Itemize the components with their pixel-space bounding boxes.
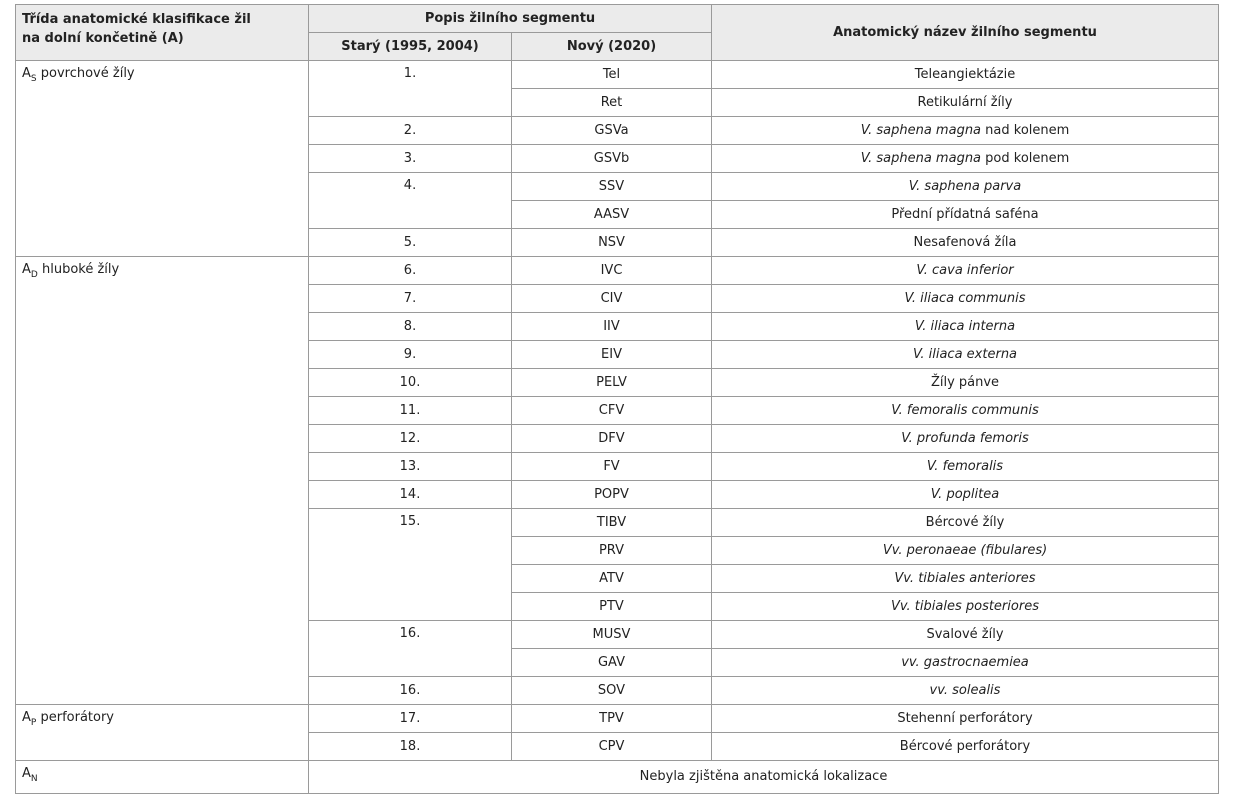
new-code-cell: TIBV [512, 509, 712, 537]
old-code-cell: 15. [309, 509, 512, 621]
segment-name-cell: Vv. tibiales posteriores [712, 593, 1219, 621]
class-cell-superficial: $A_S$ povrchové žíly [16, 61, 309, 257]
new-code-cell: SSV [512, 173, 712, 201]
old-code-cell: 12. [309, 425, 512, 453]
new-code-cell: GSVb [512, 145, 712, 173]
table-row [16, 705, 1219, 733]
segment-name-cell: Bércové žíly [712, 509, 1219, 537]
new-code-cell: Ret [512, 89, 712, 117]
old-code-cell: 10. [309, 369, 512, 397]
header-class-column [16, 5, 309, 61]
segment-name-cell: V. saphena magna pod kolenem [712, 145, 1219, 173]
segment-name-cell: Žíly pánve [712, 369, 1219, 397]
new-code-cell: IVC [512, 257, 712, 285]
old-code-cell: 2. [309, 117, 512, 145]
new-code-cell: PTV [512, 593, 712, 621]
new-code-cell: AASV [512, 201, 712, 229]
old-code-cell: 9. [309, 341, 512, 369]
table-row [16, 61, 1219, 89]
old-code-cell: 1. [309, 61, 512, 117]
old-code-cell: 14. [309, 481, 512, 509]
new-code-cell: PELV [512, 369, 712, 397]
new-code-cell: NSV [512, 229, 712, 257]
segment-name-cell: Vv. tibiales anteriores [712, 565, 1219, 593]
segment-name-cell: V. saphena magna nad kolenem [712, 117, 1219, 145]
venous-classification-table [15, 4, 1219, 794]
new-code-cell: EIV [512, 341, 712, 369]
segment-name-cell: V. iliaca communis [712, 285, 1219, 313]
old-code-cell: 11. [309, 397, 512, 425]
header-class-line2: na dolní končetině (A) [22, 31, 184, 46]
segment-name-cell: Bércové perforátory [712, 733, 1219, 761]
segment-name-cell: V. iliaca interna [712, 313, 1219, 341]
new-code-cell: CFV [512, 397, 712, 425]
new-code-cell: ATV [512, 565, 712, 593]
new-code-cell: Tel [512, 61, 712, 89]
segment-name-cell: Stehenní perforátory [712, 705, 1219, 733]
new-code-cell: POPV [512, 481, 712, 509]
new-code-cell: CIV [512, 285, 712, 313]
segment-name-cell: Vv. peronaeae (fibulares) [712, 537, 1219, 565]
new-code-cell: DFV [512, 425, 712, 453]
old-code-cell: 8. [309, 313, 512, 341]
header-class-line1: Třída anatomické klasifikace žil [22, 12, 251, 27]
old-code-cell: 6. [309, 257, 512, 285]
old-code-cell: 7. [309, 285, 512, 313]
new-code-cell: GAV [512, 649, 712, 677]
segment-name-cell: V. cava inferior [712, 257, 1219, 285]
segment-name-cell: V. femoralis communis [712, 397, 1219, 425]
new-code-cell: IIV [512, 313, 712, 341]
old-code-cell: 17. [309, 705, 512, 733]
old-code-cell: 4. [309, 173, 512, 229]
old-code-cell: 18. [309, 733, 512, 761]
header-old-column: Starý (1995, 2004) [309, 33, 512, 61]
new-code-cell: SOV [512, 677, 712, 705]
segment-name-cell: vv. solealis [712, 677, 1219, 705]
new-code-cell: MUSV [512, 621, 712, 649]
old-code-cell: 3. [309, 145, 512, 173]
segment-name-cell: V. iliaca externa [712, 341, 1219, 369]
header-anatomical-name: Anatomický název žilního segmentu [712, 5, 1219, 61]
segment-name-cell: vv. gastrocnaemiea [712, 649, 1219, 677]
new-code-cell: PRV [512, 537, 712, 565]
header-description-group: Popis žilního segmentu [309, 5, 712, 33]
old-code-cell: 5. [309, 229, 512, 257]
venous-classification-table-wrapper [15, 4, 1218, 794]
segment-name-cell: Svalové žíly [712, 621, 1219, 649]
old-code-cell: 16. [309, 677, 512, 705]
segment-name-cell: Teleangiektázie [712, 61, 1219, 89]
segment-name-cell: V. femoralis [712, 453, 1219, 481]
no-localization-cell: Nebyla zjištěna anatomická lokalizace [309, 761, 1219, 794]
class-cell-deep: $A_D$ hluboké žíly [16, 257, 309, 705]
table-row [16, 257, 1219, 285]
new-code-cell: GSVa [512, 117, 712, 145]
segment-name-cell: Retikulární žíly [712, 89, 1219, 117]
segment-name-cell: V. saphena parva [712, 173, 1219, 201]
segment-name-cell: Přední přídatná saféna [712, 201, 1219, 229]
segment-name-cell: Nesafenová žíla [712, 229, 1219, 257]
new-code-cell: TPV [512, 705, 712, 733]
header-new-column: Nový (2020) [512, 33, 712, 61]
class-cell-none: $A_N$ [16, 761, 309, 794]
segment-name-cell: V. poplitea [712, 481, 1219, 509]
table-row [16, 761, 1219, 794]
segment-name-cell: V. profunda femoris [712, 425, 1219, 453]
class-cell-perforators: $A_P$ perforátory [16, 705, 309, 761]
new-code-cell: FV [512, 453, 712, 481]
new-code-cell: CPV [512, 733, 712, 761]
old-code-cell: 16. [309, 621, 512, 677]
old-code-cell: 13. [309, 453, 512, 481]
